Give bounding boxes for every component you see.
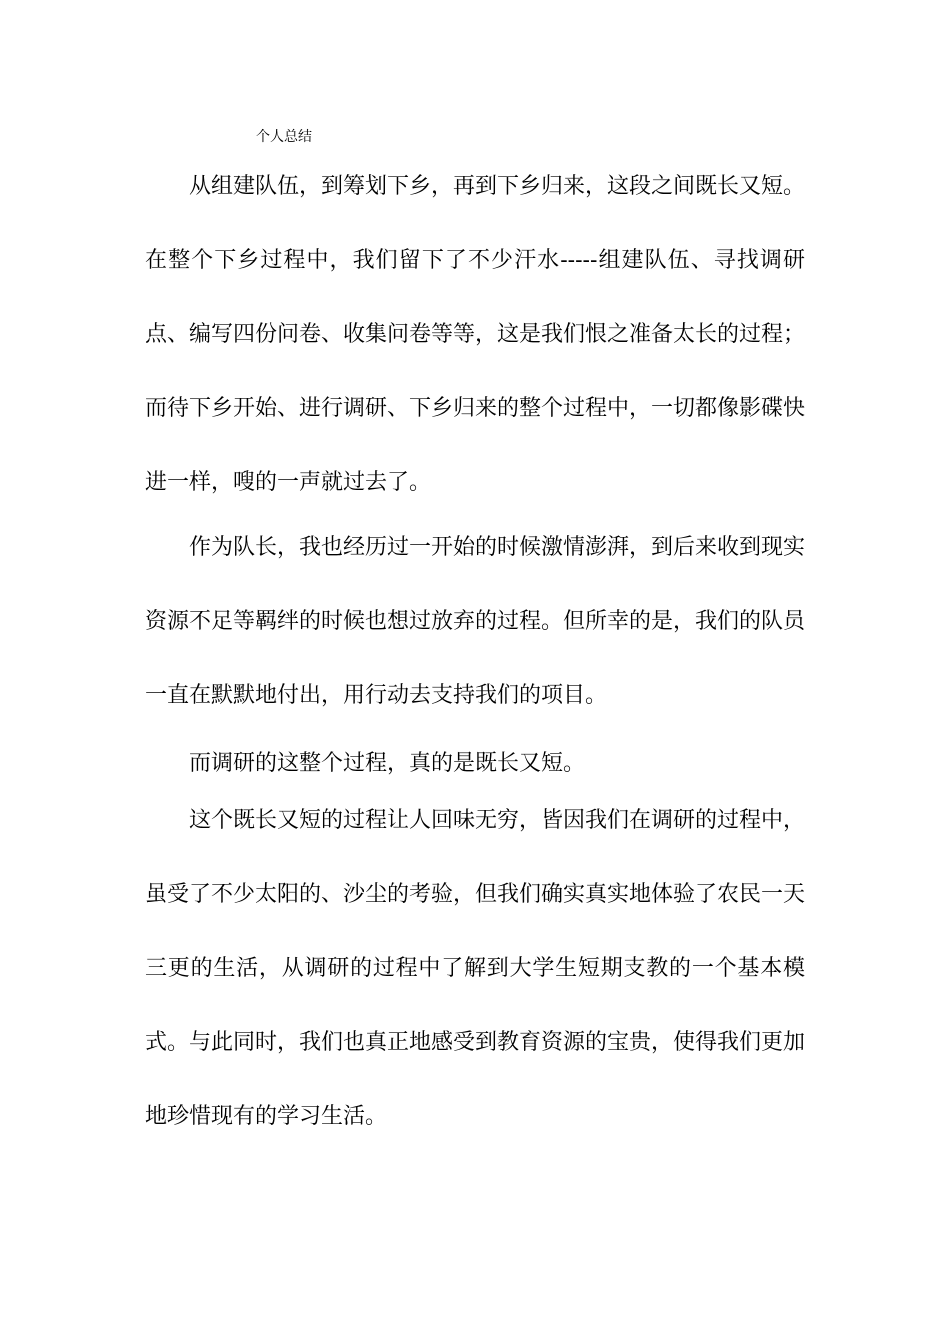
paragraph-1: 从组建队伍，到筹划下乡，再到下乡归来，这段之间既长又短。在整个下乡过程中，我们留下了不少汗水-----组建队伍、寻找调研点、编写四份问卷、收集问卷等等，这是我们恨之准备太长的过程；而待下乡开始、进行调研、下乡归来的整个过程中，一切都像影碟快进一样，嗖的一声就过去了。 <box>145 174 806 495</box>
paragraph-3: 而调研的这整个过程，真的是既长又短。 <box>189 751 586 776</box>
paragraph-4: 这个既长又短的过程让人回味无穷，皆因我们在调研的过程中，虽受了不少太阳的、沙尘的考验，但我们确实真实地体验了农民一天三更的生活，从调研的过程中了解到大学生短期支教的一个基本模式。与此同时，我们也真正地感受到教育资源的宝贵，使得我们更加地珍惜现有的学习生活。 <box>145 808 806 1129</box>
page-header-title: 个人总结 <box>256 129 312 145</box>
paragraph-2: 作为队长，我也经历过一开始的时候激情澎湃，到后来收到现实资源不足等羁绊的时候也想过放弃的过程。但所幸的是，我们的队员一直在默默地付出，用行动去支持我们的项目。 <box>145 535 806 708</box>
